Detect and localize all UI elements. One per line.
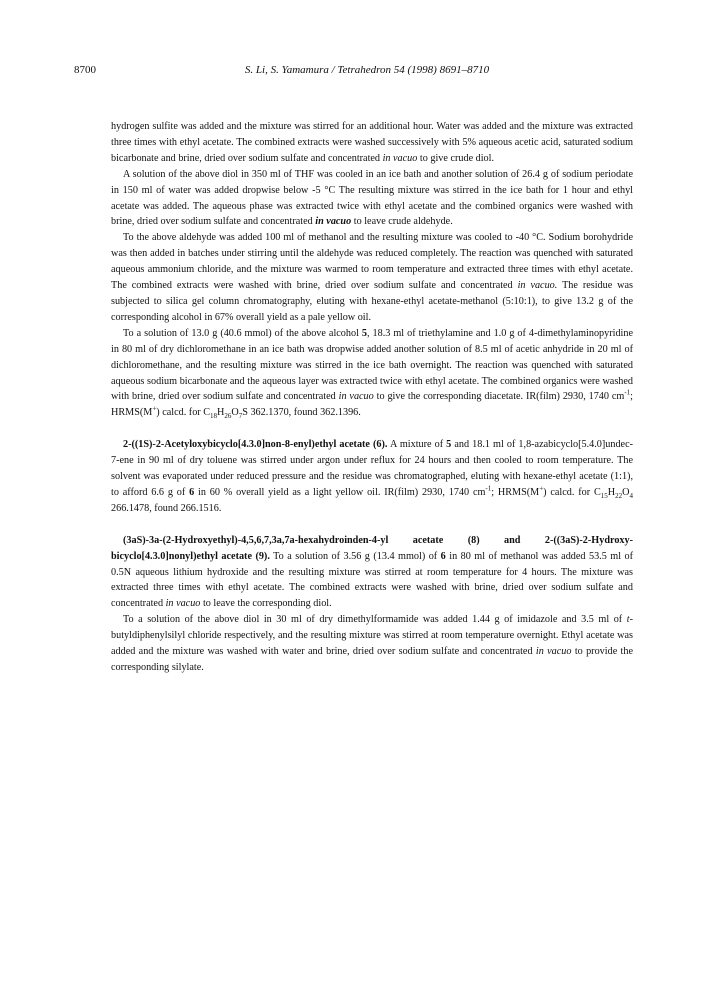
paragraph-4: To a solution of 13.0 g (40.6 mmol) of the above alcohol 5, 18.3 ml of triethylamine and 1.0 g of 4-dimethylaminopyridine in 80 ml of dry dichloromethane in an ice bath was dropwise added another solution of 8.5 ml of acetic anhydride in 20 ml of dichloromethane, and the resulting mixture was stirred in the ice bath overnight. The reaction was quenched with saturated aqueous sodium bicarbonate and the aqueous layer was extracted twice with ethyl acetate. The combined organics were washed with brine, dried over sodium sulfate and concentrated in vacuo to give the corresponding diacetate. IR(film) 2930, 1740 $cm^{-1}$; HRMS(M+) calcd. for $C_{18}H_{26}O_7S$ 362.1370, found 362.1396. [111,327,634,421]
compound-8-9-heading: (3aS)-3a-(2-Hydroxyethyl)-4,5,6,7,3a,7a-hexahydroinden-4-yl acetate (8) and 2-((3aS)-2-Hydroxy-bicyclo[4.3.0]nonyl)ethyl acetate (9). [111,534,633,562]
paragraph-3: To the above aldehyde was added 100 ml of methanol and the resulting mixture was cooled to -40 °C. Sodium borohydride was then added in batches under stirring until the aldehyde was reduced completely. The reaction was quenched with saturated aqueous ammonium chloride, and the mixture was warmed to room temperature and extracted three times with ethyl acetate. The combined extracts were washed with brine, dried over sodium sulfate and concentrated in vacuo. The residue was subjected to silica gel column chromatography, eluting with hexane-ethyl acetate-methanol (5:10:1), to give 13.2 g of the corresponding alcohol in 67% overall yield as a pale yellow oil. [111,232,634,323]
article-body [111,119,633,676]
paragraph-5: 2-((1S)-2-Acetyloxybicyclo[4.3.0]non-8-enyl)ethyl acetate (6). A mixture of 5 and 18.1 ml of 1,8-azabicyclo[5.4.0]undec-7-ene in 90 ml of dry toluene was stirred under argon under reflux for 24 hours and then cooled to room temperature. The solvent was evaporated under reduced pressure and the residue was chromatographed, eluting with hexane-ethyl acetate (1:1), to afford 6.6 g of 6 in 60 % overall yield as a light yellow oil. IR(film) 2930, 1740 $cm^{-1}$; HRMS(M+) calcd. for $C_{15}H_{22}O_4$ 266.1478, found 266.1516. [111,439,633,514]
paragraph-7: To a solution of the above diol in 30 ml of dry dimethylformamide was added 1.44 g of imidazole and 3.5 ml of t-butyldiphenylsilyl chloride respectively, and the resulting mixture was stirred at room temperature overnight. Ethyl acetate was added and the mixture was washed with water and brine, dried over sodium sulfate and concentrated in vacuo to provide the corresponding silylate. [111,614,633,673]
compound-6-heading: 2-((1S)-2-Acetyloxybicyclo[4.3.0]non-8-enyl)ethyl acetate (6). [123,439,388,451]
paragraph-6: (3aS)-3a-(2-Hydroxyethyl)-4,5,6,7,3a,7a-hexahydroinden-4-yl acetate (8) and 2-((3aS)-2-Hydroxy-bicyclo[4.3.0]nonyl)ethyl acetate (9). To a solution of 3.56 g (13.4 mmol) of 6 in 80 ml of methanol was added 53.5 ml of 0.5N aqueous lithium hydroxide and the resulting mixture was stirred at room temperature for 4 hours. The mixture was extracted three times with ethyl acetate. The combined extracts were washed with brine, dried over sodium sulfate and concentrated in vacuo to leave the corresponding diol. [111,534,633,610]
paragraph-1: hydrogen sulfite was added and the mixture was stirred for an additional hour. Water was added and the mixture was extracted three times with ethyl acetate. The combined extracts were washed successively with 5% aqueous acetic acid, saturated sodium bicarbonate and brine, dried over sodium sulfate and concentrated in vacuo to give crude diol. [111,121,633,164]
running-head: S. Li, S. Yamamura / Tetrahedron 54 (1998) 8691–8710 [244,64,490,76]
page-number: 8700 [74,64,96,76]
paragraph-2: A solution of the above diol in 350 ml of THF was cooled in an ice bath and another solution of 26.4 g of sodium periodate in 150 ml of water was added dropwise below -5 °C The resulting mixture was stirred in the ice bath for 1 hour and ethyl acetate was added. The aqueous phase was extracted twice with ethyl acetate and the combined organics were washed with brine, dried over sodium sulfate and concentrated in vacuo to leave crude aldehyde. [111,168,633,228]
page-header [74,64,660,80]
